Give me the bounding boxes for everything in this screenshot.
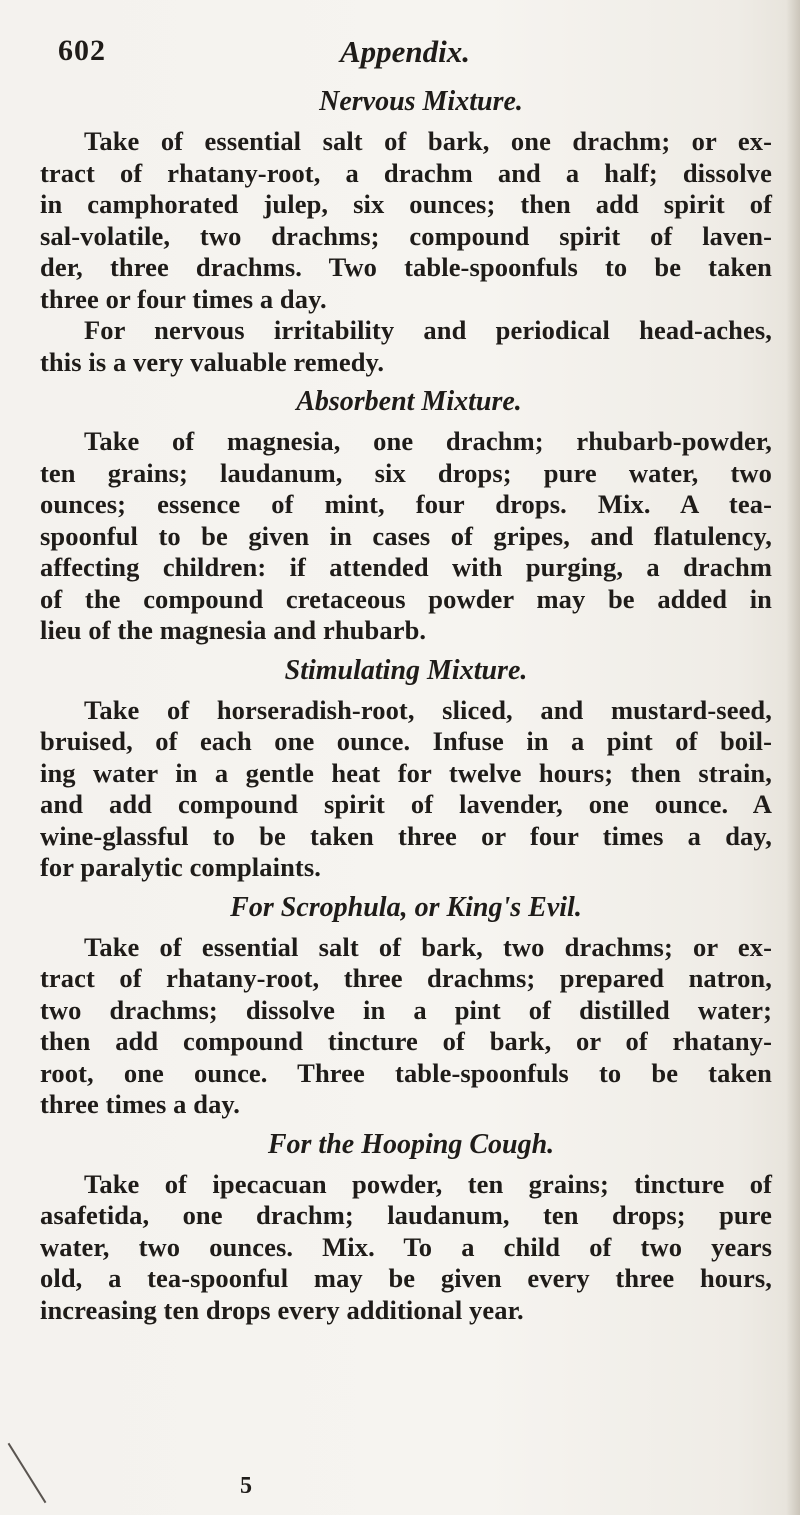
section-stimulating-mixture: [40, 647, 772, 884]
text-line: tract of rhatany-root, a drachm and a half; dissolve: [40, 157, 772, 188]
text-line: two drachms; dissolve in a pint of distilled water;: [40, 994, 772, 1025]
section-title: For Scrophula, or King's Evil.: [230, 891, 582, 923]
text-line: der, three drachms. Two table-spoonfuls to be taken: [40, 252, 772, 282]
text-line: lieu of the magnesia and rhubarb.: [40, 615, 427, 645]
text-line: Take of ipecacuan powder, ten grains; tincture of: [84, 1168, 772, 1199]
text-line: and add compound spirit of lavender, one ounce. A: [40, 789, 772, 819]
running-head: Appendix.: [340, 34, 471, 69]
section-title: Absorbent Mixture.: [296, 386, 522, 417]
text-line: this is a very valuable remedy.: [40, 346, 385, 377]
text-line: ounces; essence of mint, four drops. Mix. A tea-: [40, 489, 772, 519]
recipe-paragraph: [40, 126, 772, 378]
text-line: of the compound cretaceous powder may be added in: [40, 583, 772, 614]
text-line: spoonful to be given in cases of gripes, and flatulency,: [40, 520, 772, 551]
text-line: Take of horseradish-root, sliced, and mustard-seed,: [84, 694, 772, 725]
text-line: root, one ounce. Three table-spoonfuls to be taken: [40, 1057, 772, 1088]
text-line: increasing ten drops every additional year.: [40, 1294, 524, 1325]
margin-pencil-mark: [8, 1443, 47, 1503]
text-line: then add compound tincture of bark, or of rhatany-: [40, 1026, 772, 1056]
page-edge-shadow: [786, 0, 800, 1515]
text-line: tract of rhatany-root, three drachms; prepared natron,: [40, 963, 772, 993]
text-line: ten grains; laudanum, six drops; pure water, two: [40, 457, 772, 488]
section-absorbent-mixture: [40, 378, 772, 647]
page-number: 602: [58, 34, 106, 67]
text-line: for paralytic complaints.: [40, 852, 321, 882]
text-line: ing water in a gentle heat for twelve hours; then strain,: [40, 757, 772, 788]
recipe-paragraph: [40, 695, 772, 884]
text-line: Take of magnesia, one drachm; rhubarb-powder,: [84, 426, 772, 456]
text-line: three or four times a day.: [40, 283, 327, 314]
section-hooping-cough: [40, 1121, 772, 1327]
text-line: bruised, of each one ounce. Infuse in a pint of boil-: [40, 726, 772, 756]
section-title: For the Hooping Cough.: [267, 1128, 555, 1160]
text-line: asafetida, one drachm; laudanum, ten drops; pure: [40, 1200, 772, 1230]
text-line: Take of essential salt of bark, one drachm; or ex-: [84, 126, 772, 156]
section-nervous-mixture: [40, 78, 772, 378]
page-body: [40, 78, 772, 1326]
signature-mark: 5: [240, 1473, 252, 1499]
text-line: Take of essential salt of bark, two drachms; or ex-: [84, 931, 772, 962]
recipe-paragraph: [40, 932, 772, 1121]
text-line: sal-volatile, two drachms; compound spirit of laven-: [40, 220, 772, 251]
text-line: water, two ounces. Mix. To a child of two years: [40, 1231, 772, 1262]
text-line: three times a day.: [40, 1089, 241, 1119]
text-line: For nervous irritability and periodical head-aches,: [84, 315, 772, 345]
text-line: wine-glassful to be taken three or four times a day,: [40, 820, 772, 851]
recipe-paragraph: [40, 1169, 772, 1327]
text-line: old, a tea-spoonful may be given every three hours,: [40, 1263, 772, 1293]
section-title: Nervous Mixture.: [319, 86, 523, 117]
section-scrophula: [40, 884, 772, 1121]
text-line: affecting children: if attended with purging, a drachm: [40, 552, 772, 582]
recipe-paragraph: [40, 426, 772, 647]
text-line: in camphorated julep, six ounces; then add spirit of: [40, 189, 772, 219]
page-header: [58, 34, 758, 84]
section-title: Stimulating Mixture.: [284, 654, 528, 686]
